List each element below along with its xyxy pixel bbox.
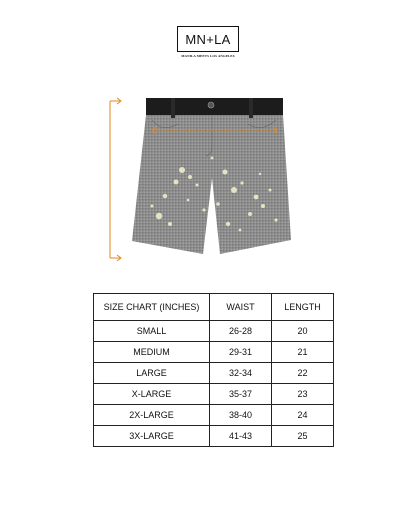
header-length: LENGTH <box>272 294 334 321</box>
waist-cell: 29-31 <box>210 342 272 363</box>
size-chart-table <box>93 293 334 447</box>
length-cell: 20 <box>272 321 334 342</box>
size-cell: SMALL <box>94 321 210 342</box>
waist-cell: 38-40 <box>210 405 272 426</box>
table-row <box>94 342 334 363</box>
length-measure-icon <box>110 98 121 261</box>
length-cell: 23 <box>272 384 334 405</box>
length-cell: 22 <box>272 363 334 384</box>
table-row <box>94 321 334 342</box>
size-cell: 2X-LARGE <box>94 405 210 426</box>
table-row <box>94 384 334 405</box>
header-waist: WAIST <box>210 294 272 321</box>
size-cell: X-LARGE <box>94 384 210 405</box>
waist-cell: 26-28 <box>210 321 272 342</box>
size-cell: MEDIUM <box>94 342 210 363</box>
length-cell: 25 <box>272 426 334 447</box>
table-row <box>94 363 334 384</box>
waist-cell: 41-43 <box>210 426 272 447</box>
size-chart-header-row <box>94 294 334 321</box>
table-row <box>94 426 334 447</box>
table-row <box>94 405 334 426</box>
product-image <box>100 88 320 268</box>
waist-cell: 35-37 <box>210 384 272 405</box>
brand-tagline: MANILA MEETS LOS ANGELES <box>181 54 235 58</box>
brand-logo-text: MN+LA <box>185 31 231 47</box>
waist-cell: 32-34 <box>210 363 272 384</box>
brand-logo <box>177 26 239 52</box>
shorts-body <box>132 98 291 254</box>
size-cell: 3X-LARGE <box>94 426 210 447</box>
header-size-chart: SIZE CHART (INCHES) <box>94 294 210 321</box>
length-cell: 21 <box>272 342 334 363</box>
size-cell: LARGE <box>94 363 210 384</box>
length-cell: 24 <box>272 405 334 426</box>
